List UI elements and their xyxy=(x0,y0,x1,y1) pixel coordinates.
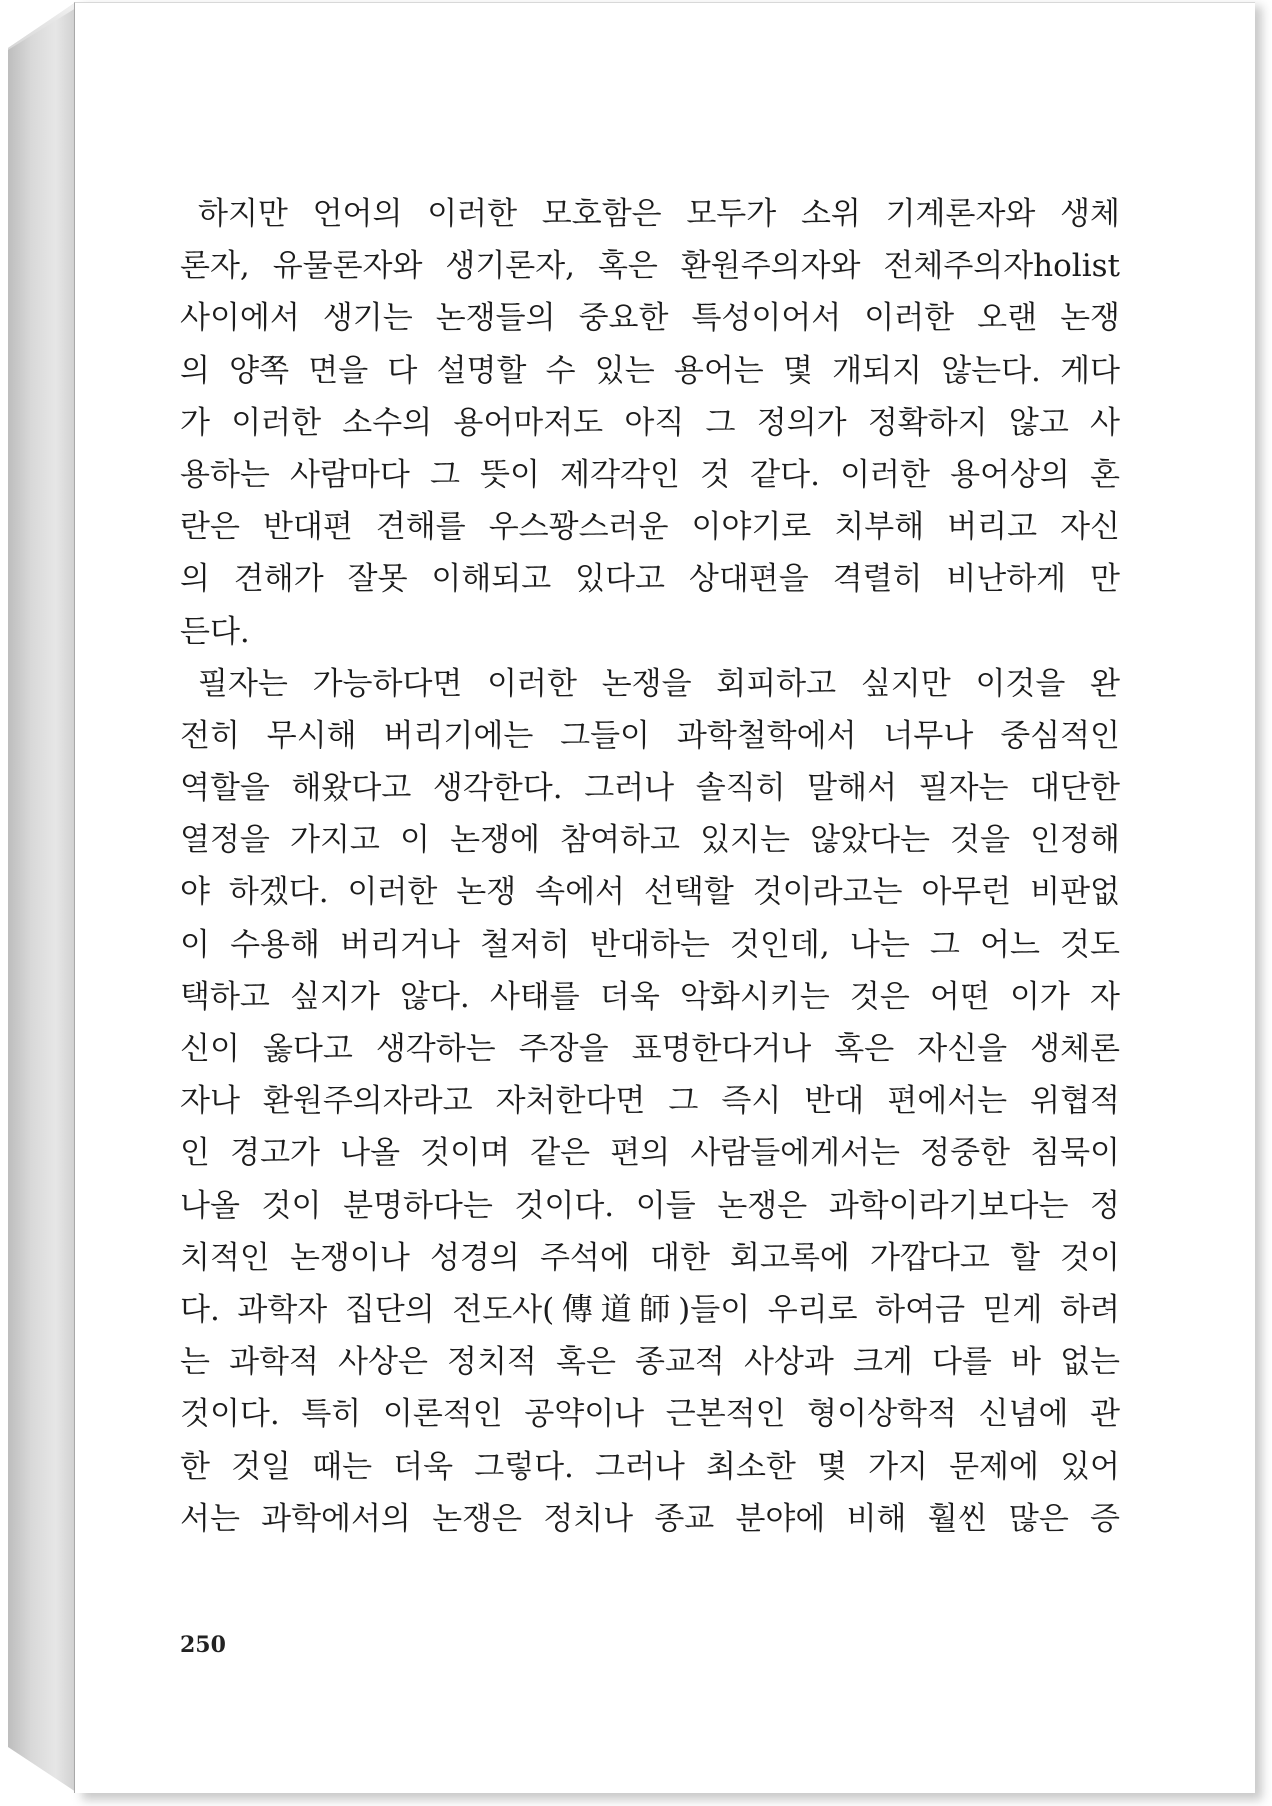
text-line: 용하는 사람마다 그 뜻이 제각각인 것 같다. 이러한 용어상의 혼 xyxy=(180,456,1120,493)
text-line: 열정을 가지고 이 논쟁에 참여하고 있지는 않았다는 것을 인정해 xyxy=(180,822,1120,859)
page-number: 250 xyxy=(180,1632,226,1658)
text-line: 는 과학적 사상은 정치적 혹은 종교적 사상과 크게 다를 바 없는 xyxy=(180,1344,1120,1381)
text-line: 역할을 해왔다고 생각한다. 그러나 솔직히 말해서 필자는 대단한 xyxy=(180,770,1120,807)
book-spine xyxy=(8,2,76,1792)
text-line: 다. 과학자 집단의 전도사(傳道師)들이 우리로 하여금 믿게 하려 xyxy=(180,1291,1120,1328)
text-line: 필자는 가능하다면 이러한 논쟁을 회피하고 싶지만 이것을 완 xyxy=(198,665,1120,702)
paragraph-1 xyxy=(180,188,1120,658)
text-line: 한 것일 때는 더욱 그렇다. 그러나 최소한 몇 가지 문제에 있어 xyxy=(180,1448,1120,1485)
text-line: 택하고 싶지가 않다. 사태를 더욱 악화시키는 것은 어떤 이가 자 xyxy=(180,978,1120,1015)
text-line: 론자, 유물론자와 생기론자, 혹은 환원주의자와 전체주의자holist xyxy=(180,248,1120,285)
paragraph-2 xyxy=(180,658,1120,1545)
text-line: 의 견해가 잘못 이해되고 있다고 상대편을 격렬히 비난하게 만 xyxy=(180,561,1120,598)
text-line: 든다. xyxy=(180,613,250,650)
text-line: 가 이러한 소수의 용어마저도 아직 그 정의가 정확하지 않고 사 xyxy=(180,404,1120,441)
text-line: 인 경고가 나올 것이며 같은 편의 사람들에게서는 정중한 침묵이 xyxy=(180,1135,1120,1172)
text-line: 것이다. 특히 이론적인 공약이나 근본적인 형이상학적 신념에 관 xyxy=(180,1396,1120,1433)
body-text xyxy=(180,188,1120,1545)
text-line: 치적인 논쟁이나 성경의 주석에 대한 회고록에 가깝다고 할 것이 xyxy=(180,1239,1120,1276)
text-line: 서는 과학에서의 논쟁은 정치나 종교 분야에 비해 훨씬 많은 증 xyxy=(180,1500,1120,1537)
text-line: 신이 옳다고 생각하는 주장을 표명한다거나 혹은 자신을 생체론 xyxy=(180,1031,1120,1067)
text-line: 이 수용해 버리거나 철저히 반대하는 것인데, 나는 그 어느 것도 xyxy=(180,926,1120,963)
text-line: 전히 무시해 버리기에는 그들이 과학철학에서 너무나 중심적인 xyxy=(180,717,1120,754)
text-line: 의 양쪽 면을 다 설명할 수 있는 용어는 몇 개되지 않는다. 게다 xyxy=(180,352,1120,389)
text-line: 야 하겠다. 이러한 논쟁 속에서 선택할 것이라고는 아무런 비판없 xyxy=(180,874,1120,911)
text-line: 사이에서 생기는 논쟁들의 중요한 특성이어서 이러한 오랜 논쟁 xyxy=(180,300,1120,337)
text-line: 자나 환원주의자라고 자처한다면 그 즉시 반대 편에서는 위협적 xyxy=(180,1083,1120,1120)
text-line: 란은 반대편 견해를 우스꽝스러운 이야기로 치부해 버리고 자신 xyxy=(180,509,1120,546)
text-line: 하지만 언어의 이러한 모호함은 모두가 소위 기계론자와 생체 xyxy=(198,196,1120,232)
text-line: 나올 것이 분명하다는 것이다. 이들 논쟁은 과학이라기보다는 정 xyxy=(180,1187,1120,1224)
